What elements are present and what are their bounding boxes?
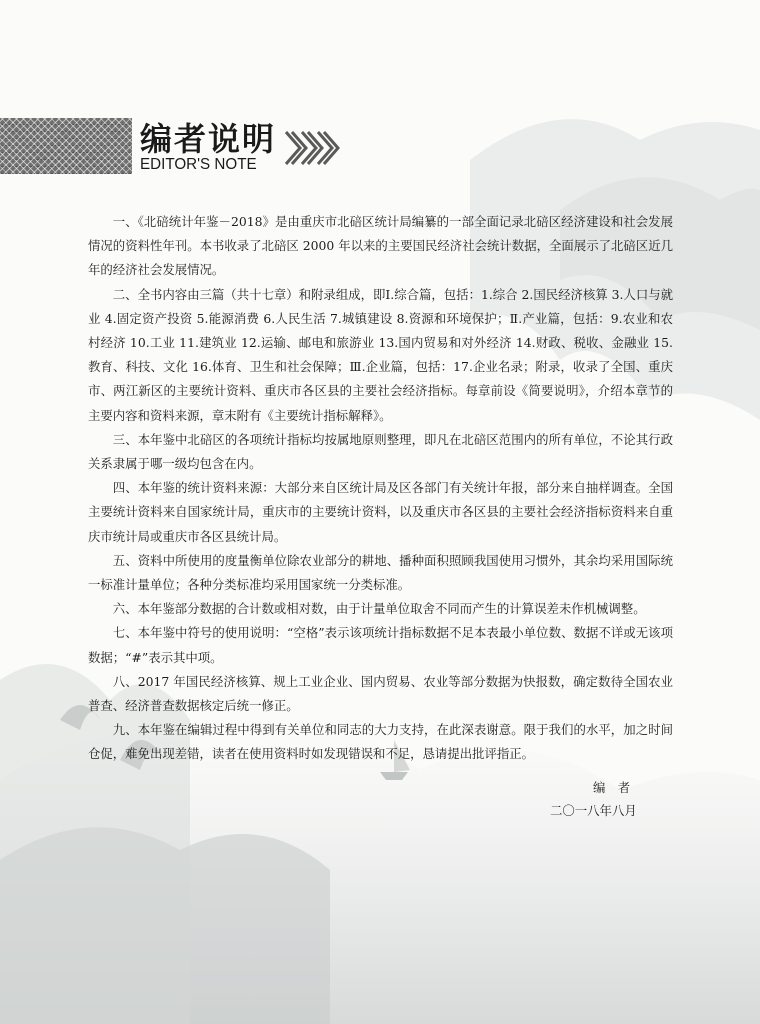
paragraph-5: 五、资料中所使用的度量衡单位除农业部分的耕地、播种面积照顾我国使用习惯外，其余均采用国际统一标准计量单位；各种分类标准均采用国家统一分类标准。 <box>88 552 673 593</box>
page-subtitle-english: EDITOR'S NOTE <box>140 156 257 173</box>
paragraph-7: 七、本年鉴中符号的使用说明：“空格”表示该项统计指标数据不足本表最小单位数、数据不详或无该项数据；“#”表示其中项。 <box>88 625 673 665</box>
section-header <box>0 118 760 178</box>
paragraph-4: 四、本年鉴的统计资料来源：大部分来自区统计局及区各部门有关统计年报，部分来自抽样调查。全国主要统计资料来自国家统计局，重庆市的主要统计资料，以及重庆市各区县的主要社会经济指标资料来自重庆市统计局或重庆市各区县统计局。 <box>88 480 673 544</box>
paragraph-2: 二、全书内容由三篇（共十七章）和附录组成，即Ⅰ.综合篇，包括：1.综合 2.国民经济核算 3.人口与就业 4.固定资产投资 5.能源消费 6.人民生活 7.城镇建设 8.资源和环境保护；Ⅱ.产业篇，包括：9.农业和农村经济 10.工业 11.建筑业 12.运输、邮电和旅游业 13.国内贸易和对外经济 14.财政、税收、金融业 15.教育、科技、文化 16.体育、卫生和社会保障；Ⅲ.企业篇，包括：17.企业名录；附录，收录了全国、重庆市、两江新区的主要统计资料、重庆市各区县的主要社会经济指标。每章前设《简要说明》，介绍本章节的主要内容和资料来源，章末附有《主要统计指标解释》。 <box>88 286 673 423</box>
paragraph-9: 九、本年鉴在编辑过程中得到有关单位和同志的大力支持，在此深表谢意。限于我们的水平，加之时间仓促，难免出现差错，读者在使用资料时如发现错误和不足，恳请提出批评指正。 <box>88 722 673 762</box>
chevron-right-icon <box>282 128 340 168</box>
note-body <box>88 210 673 767</box>
signature-author: 编 者 <box>593 780 631 795</box>
paragraph-1: 一、《北碚统计年鉴－2018》是由重庆市北碚区统计局编纂的一部全面记录北碚区经济建设和社会发展情况的资料性年刊。本书收录了北碚区 2000 年以来的主要国民经济社会统计数据，全面展示了北碚区近几年的经济社会发展情况。 <box>88 214 673 278</box>
paragraph-3: 三、本年鉴中北碚区的各项统计指标均按属地原则整理，即凡在北碚区范围内的所有单位，不论其行政关系隶属于哪一级均包含在内。 <box>88 431 673 472</box>
decorative-pattern-block <box>0 118 132 174</box>
signature-date: 二〇一八年八月 <box>550 803 637 818</box>
paragraph-6: 六、本年鉴部分数据的合计数或相对数，由于计量单位取舍不同而产生的计算误差未作机械调整。 <box>112 601 646 617</box>
paragraph-8: 八、2017 年国民经济核算、规上工业企业、国内贸易、农业等部分数据为快报数，确定数待全国农业普查、经济普查数据核定后统一修正。 <box>88 673 673 714</box>
page-title: 编者说明 <box>140 120 277 158</box>
